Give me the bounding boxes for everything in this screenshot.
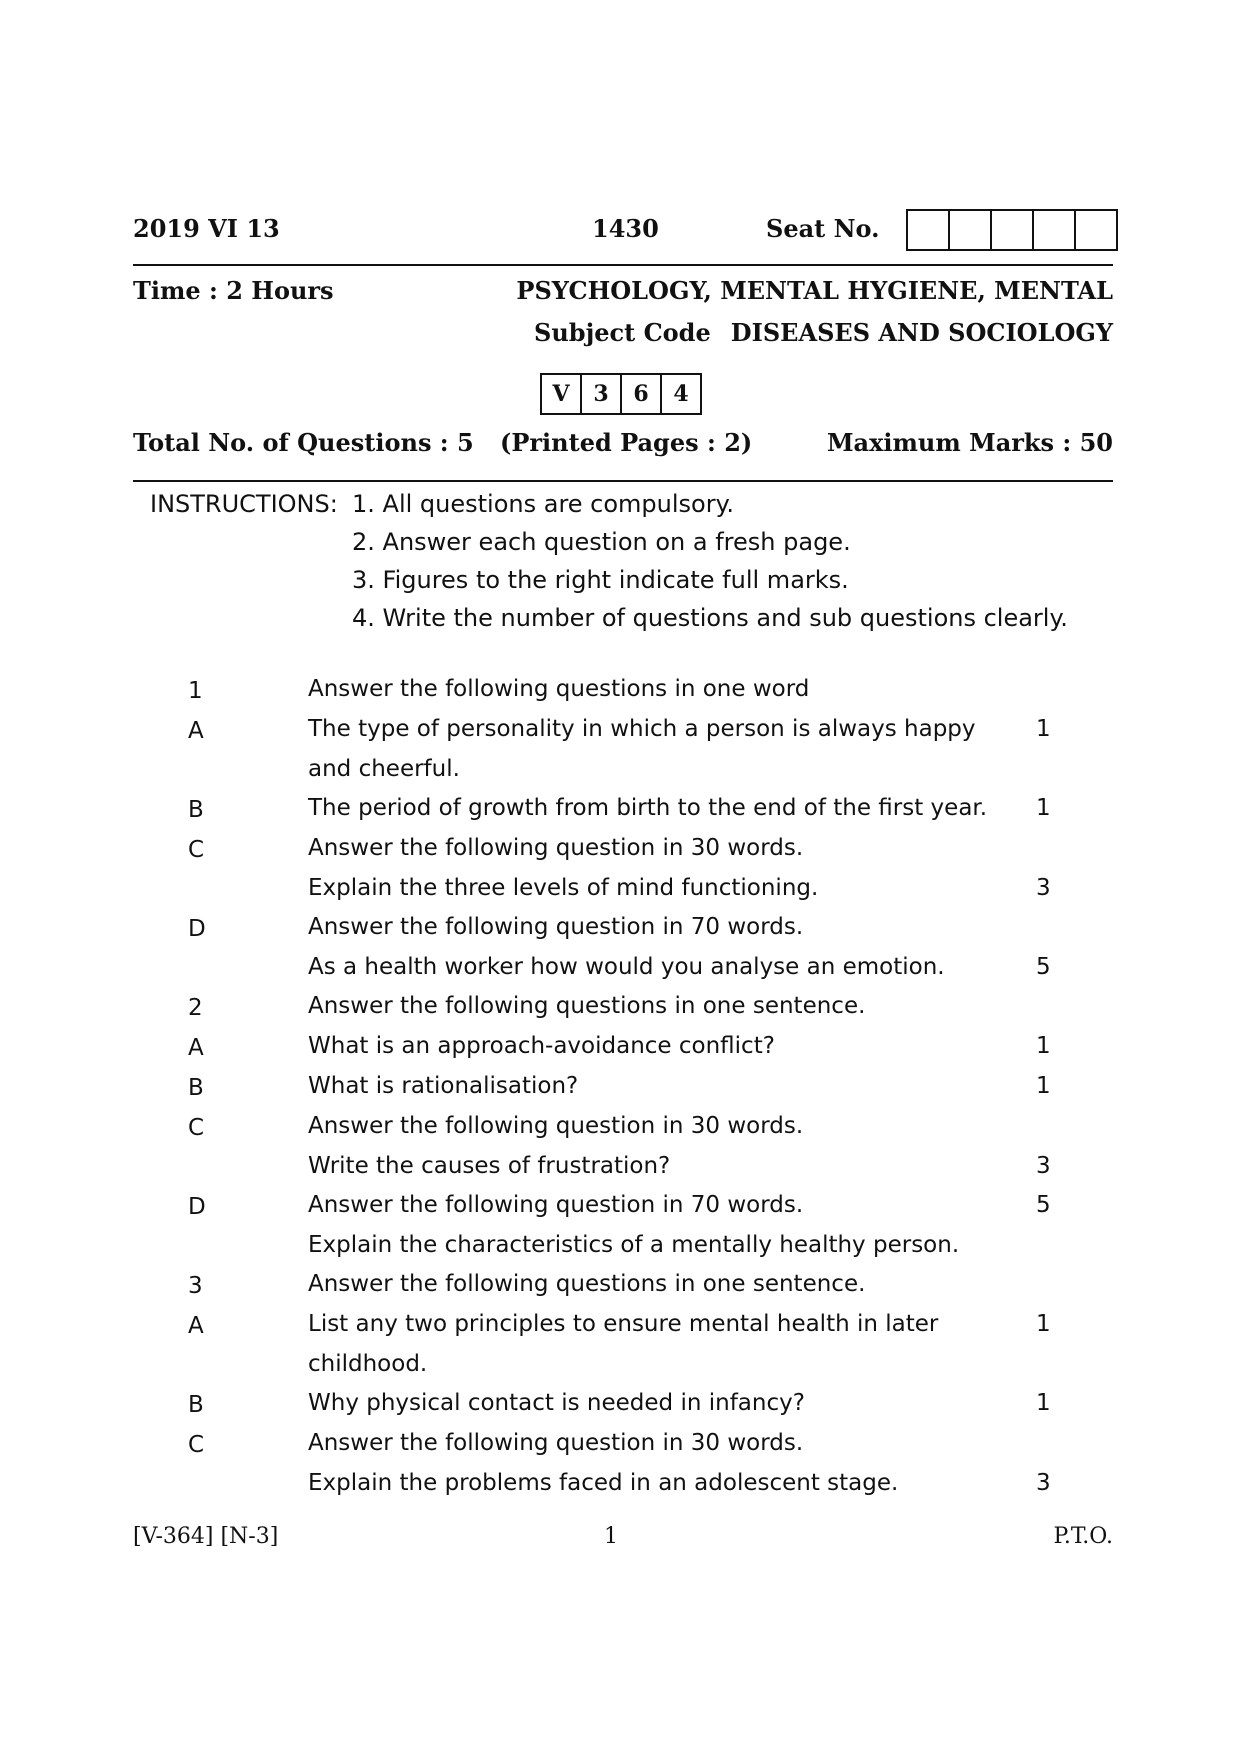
question-number: C bbox=[188, 1115, 205, 1141]
header-divider-bottom bbox=[133, 480, 1113, 482]
seat-box bbox=[950, 211, 992, 249]
code-box: 3 bbox=[582, 375, 622, 413]
question-text: Answer the following questions in one sentence. bbox=[308, 1271, 866, 1297]
seat-number-boxes bbox=[906, 209, 1118, 251]
total-questions: Total No. of Questions : 5 bbox=[133, 428, 474, 457]
question-text: and cheerful. bbox=[308, 756, 460, 782]
question-text: The period of growth from birth to the end of the first year. bbox=[308, 795, 988, 821]
question-text: Answer the following question in 70 words. bbox=[308, 914, 804, 940]
paper-number: 1430 bbox=[592, 214, 659, 243]
subject-line-1: PSYCHOLOGY, MENTAL HYGIENE, MENTAL bbox=[516, 276, 1113, 305]
subject-code-label: Subject Code bbox=[534, 318, 711, 347]
subject-line-2: DISEASES AND SOCIOLOGY bbox=[730, 318, 1113, 347]
instruction-item: 3. Figures to the right indicate full marks. bbox=[352, 566, 849, 594]
seat-box bbox=[1034, 211, 1076, 249]
question-text: List any two principles to ensure mental health in later bbox=[308, 1311, 939, 1337]
date-code: 2019 VI 13 bbox=[133, 214, 280, 243]
question-number: B bbox=[188, 797, 204, 823]
question-text: Answer the following question in 30 words. bbox=[308, 1113, 804, 1139]
question-marks: 5 bbox=[1036, 1192, 1051, 1218]
question-marks: 3 bbox=[1036, 875, 1051, 901]
code-box: 6 bbox=[622, 375, 662, 413]
question-text: Answer the following question in 30 words. bbox=[308, 1430, 804, 1456]
code-box: V bbox=[542, 375, 582, 413]
question-marks: 1 bbox=[1036, 1311, 1051, 1337]
printed-pages: (Printed Pages : 2) bbox=[500, 428, 753, 457]
question-text: The type of personality in which a person is always happy bbox=[308, 716, 976, 742]
question-number: 2 bbox=[188, 995, 203, 1021]
footer-code: [V-364] [N-3] bbox=[133, 1524, 279, 1549]
seat-box bbox=[908, 211, 950, 249]
question-marks: 1 bbox=[1036, 1073, 1051, 1099]
subject-code-boxes bbox=[540, 373, 702, 415]
question-text: Answer the following questions in one word bbox=[308, 676, 810, 702]
seat-label: Seat No. bbox=[766, 214, 880, 243]
question-marks: 5 bbox=[1036, 954, 1051, 980]
question-text: As a health worker how would you analyse an emotion. bbox=[308, 954, 945, 980]
pto-label: P.T.O. bbox=[1053, 1524, 1113, 1549]
question-number: 1 bbox=[188, 678, 203, 704]
question-text: Explain the problems faced in an adolescent stage. bbox=[308, 1470, 899, 1496]
question-text: Explain the three levels of mind functioning. bbox=[308, 875, 819, 901]
question-number: A bbox=[188, 1035, 204, 1061]
question-text: Explain the characteristics of a mentally healthy person. bbox=[308, 1232, 960, 1258]
question-marks: 1 bbox=[1036, 795, 1051, 821]
instructions-label: INSTRUCTIONS: bbox=[150, 490, 338, 518]
instruction-item: 1. All questions are compulsory. bbox=[352, 490, 735, 518]
question-number: C bbox=[188, 1432, 205, 1458]
maximum-marks: Maximum Marks : 50 bbox=[826, 428, 1113, 457]
instruction-item: 4. Write the number of questions and sub questions clearly. bbox=[352, 604, 1068, 632]
question-number: C bbox=[188, 837, 205, 863]
instruction-item: 2. Answer each question on a fresh page. bbox=[352, 528, 851, 556]
question-text: Why physical contact is needed in infancy? bbox=[308, 1390, 805, 1416]
page-number: 1 bbox=[604, 1524, 618, 1549]
code-box: 4 bbox=[673, 381, 689, 407]
question-text: What is an approach-avoidance conflict? bbox=[308, 1033, 775, 1059]
question-text: childhood. bbox=[308, 1351, 428, 1377]
question-text: Answer the following question in 70 words. bbox=[308, 1192, 804, 1218]
question-number: D bbox=[188, 1194, 206, 1220]
question-marks: 1 bbox=[1036, 1033, 1051, 1059]
question-text: Answer the following questions in one sentence. bbox=[308, 993, 866, 1019]
question-number: B bbox=[188, 1392, 204, 1418]
question-marks: 1 bbox=[1036, 716, 1051, 742]
question-text: Answer the following question in 30 words. bbox=[308, 835, 804, 861]
question-number: B bbox=[188, 1075, 204, 1101]
header-divider-top bbox=[133, 264, 1113, 266]
seat-box bbox=[992, 211, 1034, 249]
question-number: A bbox=[188, 1313, 204, 1339]
time-allowed: Time : 2 Hours bbox=[133, 276, 334, 305]
question-marks: 3 bbox=[1036, 1153, 1051, 1179]
seat-box bbox=[1076, 211, 1116, 249]
question-marks: 3 bbox=[1036, 1470, 1051, 1496]
question-marks: 1 bbox=[1036, 1390, 1051, 1416]
question-number: A bbox=[188, 718, 204, 744]
question-number: D bbox=[188, 916, 206, 942]
question-number: 3 bbox=[188, 1273, 203, 1299]
question-text: Write the causes of frustration? bbox=[308, 1153, 671, 1179]
question-text: What is rationalisation? bbox=[308, 1073, 579, 1099]
